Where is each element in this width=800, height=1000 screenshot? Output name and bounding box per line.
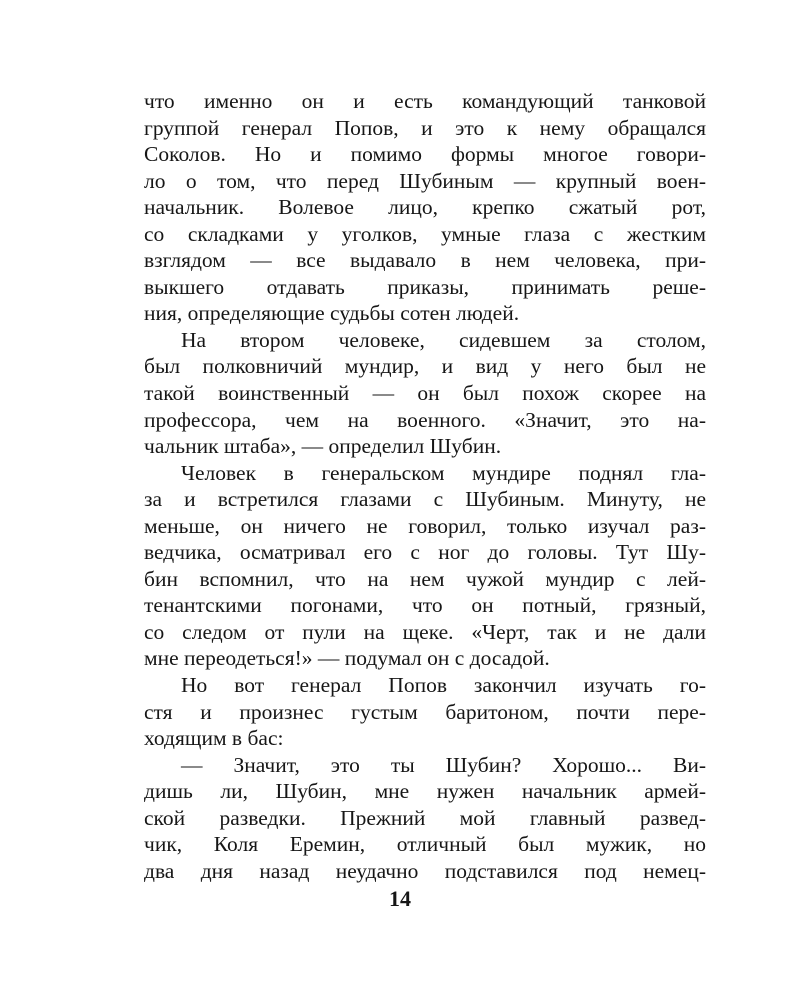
text-line: что именно он и есть командующий танковой	[144, 89, 706, 113]
text-line: со складками у уголков, умные глаза с жестким	[144, 221, 706, 246]
text-line: Соколов. Но и помимо формы многое говори-	[144, 142, 706, 167]
text-line: меньше, он ничего не говорил, только изучал раз-	[144, 513, 706, 538]
text-line: взглядом — все выдавало в нем человека, при-	[144, 248, 706, 273]
text-line: дишь ли, Шубин, мне нужен начальник армей-	[144, 779, 706, 804]
text-line: тенантскими погонами, что он потный, грязный,	[144, 593, 706, 618]
text-line: группой генерал Попов, и это к нему обращался	[144, 115, 706, 140]
text-line: выкшего отдавать приказы, принимать реше-	[144, 274, 706, 299]
text-line: чальник штаба», — определил Шубин.	[144, 434, 502, 459]
text-line: за и встретился глазами с Шубиным. Минуту, не	[144, 487, 706, 512]
text-line: бин вспомнил, что на нем чужой мундир с лей-	[144, 566, 706, 591]
text-line: стя и произнес густым баритоном, почти пере-	[144, 699, 706, 724]
text-line: такой воинственный — он был похож скорее на	[144, 381, 706, 406]
text-line: ходящим в бас:	[144, 726, 284, 751]
text-line: Человек в генеральском мундире поднял гла-	[181, 460, 706, 485]
text-line: ведчика, осматривал его с ног до головы. Тут Шу-	[144, 540, 706, 565]
text-line: два дня назад неудачно подставился под немец-	[144, 858, 706, 883]
text-line: — Значит, это ты Шубин? Хорошо... Ви-	[181, 752, 706, 777]
text-line: ло о том, что перед Шубиным — крупный воен-	[144, 168, 706, 193]
text-line: ния, определяющие судьбы сотен людей.	[144, 301, 520, 326]
text-line: профессора, чем на военного. «Значит, это на-	[144, 407, 706, 432]
page-text	[144, 88, 706, 884]
text-line: начальник. Волевое лицо, крепко сжатый рот,	[144, 195, 706, 220]
text-line: ской разведки. Прежний мой главный развед-	[144, 805, 706, 830]
page-number: 14	[389, 886, 411, 911]
text-line: чик, Коля Еремин, отличный был мужик, но	[144, 832, 706, 857]
text-line: Но вот генерал Попов закончил изучать го-	[181, 673, 706, 698]
text-line: был полковничий мундир, и вид у него был не	[144, 354, 706, 379]
text-line: мне переодеться!» — подумал он с досадой.	[144, 646, 550, 671]
text-line: со следом от пули на щеке. «Черт, так и не дали	[144, 619, 706, 644]
text-line: На втором человеке, сидевшем за столом,	[181, 327, 706, 352]
